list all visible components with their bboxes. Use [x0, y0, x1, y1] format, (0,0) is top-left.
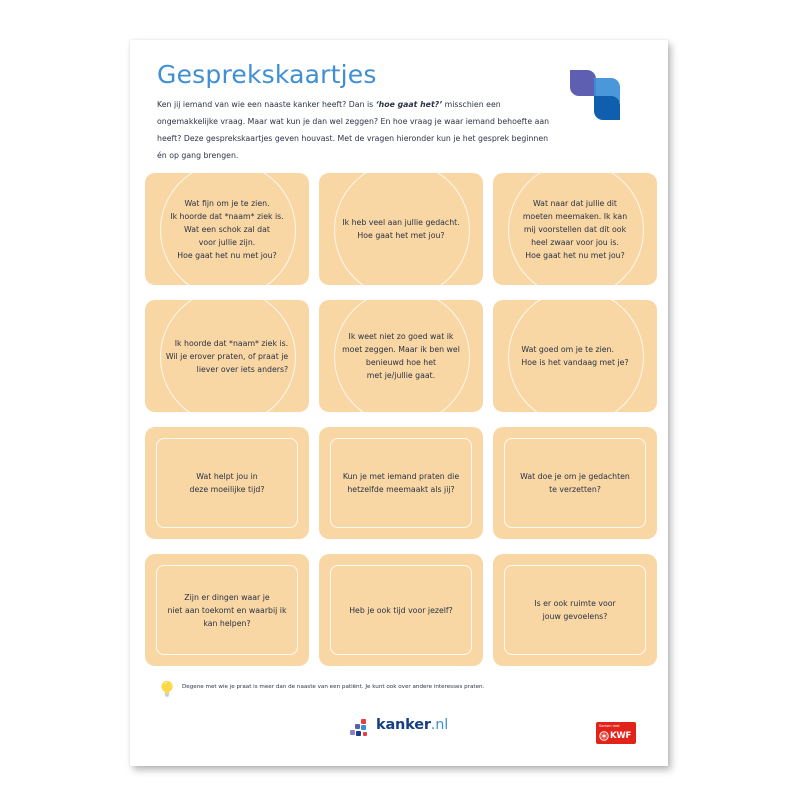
conversation-card: [319, 427, 483, 539]
card-question: Heb je ook tijd voor jezelf?: [349, 605, 453, 615]
tip-note: [160, 680, 640, 698]
kanker-nl-logo: [350, 716, 460, 742]
intro-text-before: Ken jij iemand van wie een naaste kanker heeft? Dan is: [157, 100, 376, 109]
card-question: Ik weet niet zo goed wat ik moet zeggen. Maar ik ben wel benieuwd hoe het met je/jullie gaat.: [342, 332, 460, 380]
document-page: [130, 40, 668, 766]
card-question: Wat doe je om je gedachten te verzetten?: [520, 472, 630, 494]
card-question: Kun je met iemand praten die hetzelfde meemaakt als jij?: [342, 472, 460, 494]
kanker-nl-corner-logo-icon: [570, 70, 620, 120]
card-grid: [145, 173, 656, 666]
kwf-small-text: Samen met: [599, 724, 620, 728]
intro-emphasis: ‘hoe gaat het?’: [375, 100, 443, 109]
conversation-card: [493, 300, 657, 412]
conversation-card: [493, 427, 657, 539]
card-question: Wat helpt jou in deze moeilijke tijd?: [189, 472, 265, 494]
kwf-logo: [596, 722, 636, 744]
brand-name-tld: .nl: [430, 717, 449, 733]
conversation-card: [145, 427, 309, 539]
conversation-card: [319, 554, 483, 666]
card-question: Zijn er dingen waar je niet aan toekomt en waarbij ik kan helpen?: [167, 592, 287, 628]
card-question: Wat goed om je te zien. Hoe is het vandaag met je?: [521, 345, 629, 367]
conversation-card: [145, 173, 309, 285]
conversation-card: [145, 554, 309, 666]
intro-paragraph: [157, 96, 557, 164]
conversation-card: [319, 300, 483, 412]
lightbulb-icon: [160, 680, 174, 698]
card-question: Ik hoorde dat *naam* ziek is. Wil je erover praten, of praat je liever over iets anders?: [165, 338, 289, 374]
kanker-nl-logo-icon: [350, 719, 372, 739]
kwf-name: KWF: [610, 731, 632, 741]
card-question: Ik heb veel aan jullie gedacht. Hoe gaat het met jou?: [342, 218, 460, 240]
brand-name-main: kanker: [376, 717, 431, 733]
kwf-logo-icon: [599, 731, 609, 741]
intro-text-after: misschien een ongemakkelijke vraag. Maar wat kun je dan wel zeggen? En hoe vraag je waar iemand behoefte aan heeft? Deze gesprekskaartjes geven houvast. Met de vragen hieronder kun je het gesprek beginnen én op gang brengen.: [157, 100, 550, 160]
card-question: Wat naar dat jullie dit moeten meemaken. Ik kan mij voorstellen dat dit ook heel zwaar voor jou is. Hoe gaat het nu met jou?: [522, 198, 628, 260]
conversation-card: [319, 173, 483, 285]
conversation-card: [493, 173, 657, 285]
tip-text: Degene met wie je praat is meer dan de naaste van een patiënt. Je kunt ook over andere interesses praten.: [182, 684, 485, 690]
brand-name: [376, 717, 448, 733]
card-question: Wat fijn om je te zien. Ik hoorde dat *naam* ziek is. Wat een schok zal dat voor jullie zijn. Hoe gaat het nu met jou?: [170, 198, 284, 260]
conversation-card: [493, 554, 657, 666]
conversation-card: [145, 300, 309, 412]
card-question: Is er ook ruimte voor jouw gevoelens?: [534, 599, 616, 621]
page-title: Gesprekskaartjes: [157, 60, 377, 89]
